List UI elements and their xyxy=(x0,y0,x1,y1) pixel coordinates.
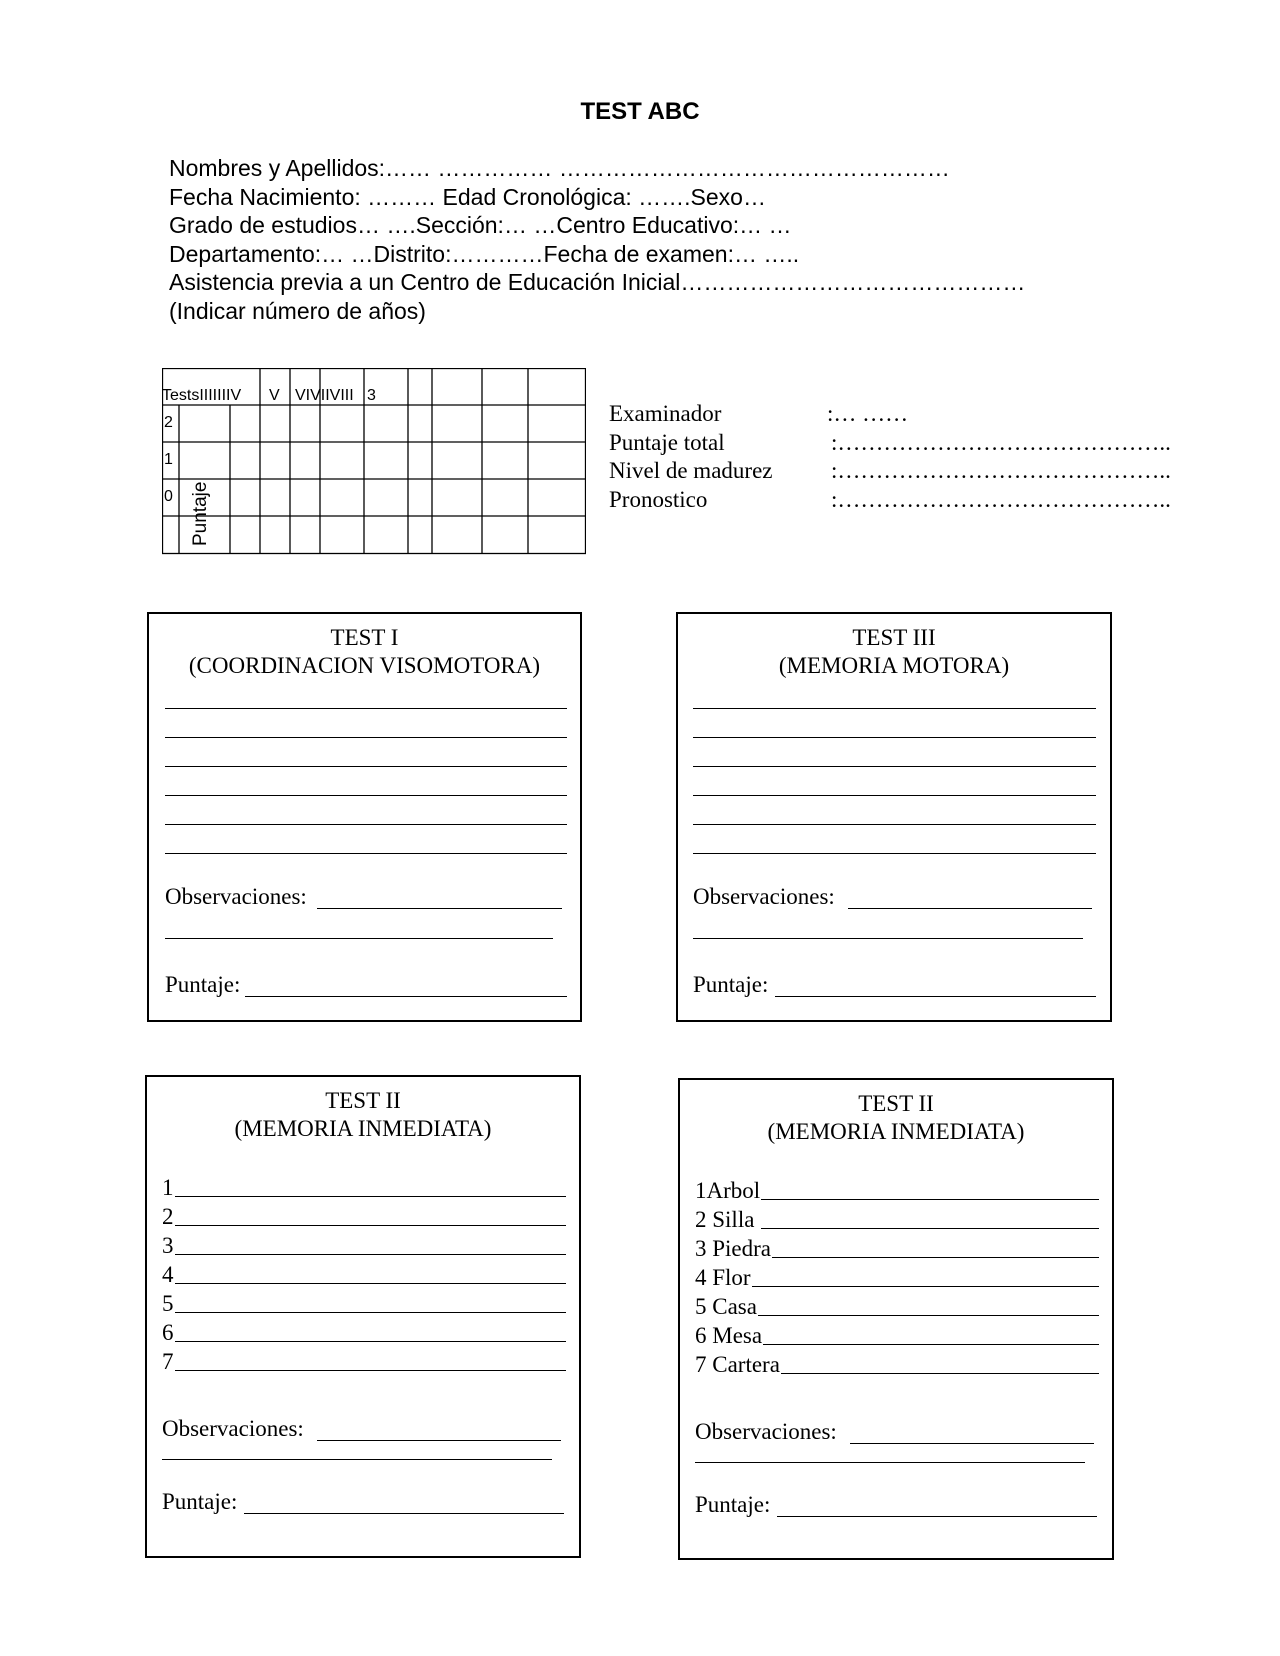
test2b-observaciones-line[interactable] xyxy=(850,1443,1094,1444)
test2b-item-row[interactable] xyxy=(695,1350,1099,1378)
test2b-item-line[interactable] xyxy=(763,1344,1099,1345)
test2b-puntaje-line[interactable] xyxy=(777,1516,1097,1517)
test2a-item-line[interactable] xyxy=(175,1312,567,1313)
score-grid xyxy=(162,368,586,553)
preschool-attendance-field[interactable]: Asistencia previa a un Centro de Educación Inicial……………………………………… xyxy=(169,269,1026,295)
examinador-label: Examinador xyxy=(609,401,722,426)
test1-observaciones-line[interactable] xyxy=(165,938,553,939)
grid-header-v: V xyxy=(269,387,280,404)
test2a-observaciones-line[interactable] xyxy=(317,1440,561,1441)
test3-answer-line[interactable] xyxy=(693,853,1096,854)
test3-observaciones-line[interactable] xyxy=(848,908,1092,909)
test2a-item-number: 4 xyxy=(162,1262,174,1287)
birth-age-sex-field[interactable]: Fecha Nacimiento: ……… Edad Cronológica: …….Sexo… xyxy=(169,183,766,210)
test2a-item-line[interactable] xyxy=(175,1341,567,1342)
test2a-puntaje-label: Puntaje: xyxy=(162,1489,238,1514)
grid-header-vi-viii: VIVIIVIII xyxy=(295,387,354,404)
test1-answer-line[interactable] xyxy=(165,737,567,738)
test2a-item-line[interactable] xyxy=(175,1225,567,1226)
test2a-item-number: 2 xyxy=(162,1204,174,1229)
test2a-observaciones-label: Observaciones: xyxy=(162,1416,304,1441)
test2b-item-word: 6 Mesa xyxy=(695,1323,763,1348)
test1-observaciones-label: Observaciones: xyxy=(165,884,307,909)
test3-observaciones-label: Observaciones: xyxy=(693,884,835,909)
test1-title: TEST I xyxy=(330,625,399,650)
grid-row-label: 0 xyxy=(164,488,173,505)
test2b-item-line[interactable] xyxy=(761,1199,1099,1200)
test3-title: TEST III xyxy=(852,625,936,650)
test2b-item-word: 1Arbol xyxy=(695,1178,761,1203)
test2b-item-row[interactable] xyxy=(695,1263,1099,1291)
test1-answer-line[interactable] xyxy=(165,766,567,767)
department-district-date-field[interactable]: Departamento:… …Distrito:…………Fecha de examen:… ….. xyxy=(169,240,800,267)
pronostico-value[interactable]: :…………………………………….. xyxy=(831,486,1171,512)
test1-box xyxy=(147,612,582,1022)
test2b-item-line[interactable] xyxy=(752,1286,1099,1287)
test3-box xyxy=(676,612,1112,1022)
test2a-item-row[interactable] xyxy=(162,1231,566,1259)
test2a-item-number: 7 xyxy=(162,1349,174,1374)
test2a-item-row[interactable] xyxy=(162,1347,566,1375)
test1-puntaje-label: Puntaje: xyxy=(165,972,241,997)
test1-observaciones-line[interactable] xyxy=(317,908,562,909)
grid-row-label: 2 xyxy=(164,414,173,431)
test3-puntaje-line[interactable] xyxy=(775,996,1096,997)
test2b-item-line[interactable] xyxy=(758,1315,1099,1316)
test1-answer-line[interactable] xyxy=(165,824,567,825)
examinador-value[interactable]: :… …… xyxy=(827,401,909,426)
test1-answer-line[interactable] xyxy=(165,853,567,854)
test2a-box xyxy=(145,1075,581,1558)
test1-subtitle: (COORDINACION VISOMOTORA) xyxy=(188,653,541,678)
grid-header-3: 3 xyxy=(367,387,376,404)
grid-header-tests: TestsIIIIIIIV xyxy=(162,387,242,404)
test1-answer-line[interactable] xyxy=(165,708,567,709)
test1-answer-line[interactable] xyxy=(165,795,567,796)
test2a-subtitle: (MEMORIA INMEDIATA) xyxy=(234,1116,492,1141)
test2a-item-number: 5 xyxy=(162,1291,174,1316)
test2a-item-line[interactable] xyxy=(175,1370,567,1371)
test2b-item-line[interactable] xyxy=(761,1228,1099,1229)
preschool-years-note: (Indicar número de años) xyxy=(169,297,426,324)
test2b-observaciones-label: Observaciones: xyxy=(695,1419,837,1444)
test3-answer-line[interactable] xyxy=(693,824,1096,825)
test1-puntaje-line[interactable] xyxy=(245,996,567,997)
test2b-item-row[interactable] xyxy=(695,1234,1099,1262)
test2b-title: TEST II xyxy=(858,1091,934,1116)
test2b-item-row[interactable] xyxy=(695,1292,1099,1320)
pronostico-label: Pronostico xyxy=(609,486,708,512)
page-title: TEST ABC xyxy=(580,98,700,125)
test2b-item-word: 4 Flor xyxy=(695,1265,751,1290)
test2b-item-word: 2 Silla xyxy=(695,1207,761,1232)
test2a-item-row[interactable] xyxy=(162,1289,566,1317)
test2b-item-row[interactable] xyxy=(695,1176,1099,1204)
test3-answer-line[interactable] xyxy=(693,795,1096,796)
test2a-item-number: 1 xyxy=(162,1175,174,1200)
puntaje-vertical-label: Puntaje xyxy=(190,481,211,546)
test3-answer-line[interactable] xyxy=(693,708,1096,709)
grade-section-school-field[interactable]: Grado de estudios… ….Sección:… …Centro Educativo:… … xyxy=(169,212,792,238)
test2a-item-line[interactable] xyxy=(175,1254,567,1255)
test2b-item-row[interactable] xyxy=(695,1205,1099,1233)
test2b-item-line[interactable] xyxy=(781,1373,1099,1374)
test2a-item-row[interactable] xyxy=(162,1173,566,1201)
test3-answer-line[interactable] xyxy=(693,766,1096,767)
test2a-item-number: 3 xyxy=(162,1233,174,1258)
names-field[interactable]: Nombres y Apellidos:…… …………… …………………………………………… xyxy=(169,155,950,181)
test2a-observaciones-line[interactable] xyxy=(162,1459,552,1460)
test3-subtitle: (MEMORIA MOTORA) xyxy=(778,653,1010,678)
test3-observaciones-line[interactable] xyxy=(693,938,1083,939)
test2b-item-line[interactable] xyxy=(772,1257,1099,1258)
puntaje-total-label: Puntaje total xyxy=(609,429,725,455)
nivel-madurez-value[interactable]: :…………………………………….. xyxy=(831,458,1171,483)
grid-row-label: 1 xyxy=(164,451,173,468)
test2a-item-row[interactable] xyxy=(162,1260,566,1288)
test3-puntaje-label: Puntaje: xyxy=(693,972,769,997)
test2b-item-word: 7 Cartera xyxy=(695,1352,780,1377)
student-info xyxy=(169,154,1025,325)
puntaje-total-value[interactable]: :…………………………………….. xyxy=(831,429,1171,455)
nivel-madurez-label: Nivel de madurez xyxy=(609,458,773,483)
test2b-item-word: 5 Casa xyxy=(695,1294,757,1319)
test2b-item-row[interactable] xyxy=(695,1321,1099,1349)
test2a-title: TEST II xyxy=(325,1088,401,1113)
test3-answer-line[interactable] xyxy=(693,737,1096,738)
test2b-subtitle: (MEMORIA INMEDIATA) xyxy=(767,1119,1025,1144)
test2a-item-number: 6 xyxy=(162,1320,174,1345)
test2b-observaciones-line[interactable] xyxy=(695,1462,1085,1463)
test2a-item-row[interactable] xyxy=(162,1202,566,1230)
test2a-item-row[interactable] xyxy=(162,1318,566,1346)
test2a-puntaje-line[interactable] xyxy=(244,1513,564,1514)
test2a-item-line[interactable] xyxy=(175,1196,567,1197)
test2b-puntaje-label: Puntaje: xyxy=(695,1492,771,1517)
test2a-item-line[interactable] xyxy=(175,1283,567,1284)
test2b-item-word: 3 Piedra xyxy=(695,1236,772,1261)
test2b-box xyxy=(678,1078,1114,1560)
